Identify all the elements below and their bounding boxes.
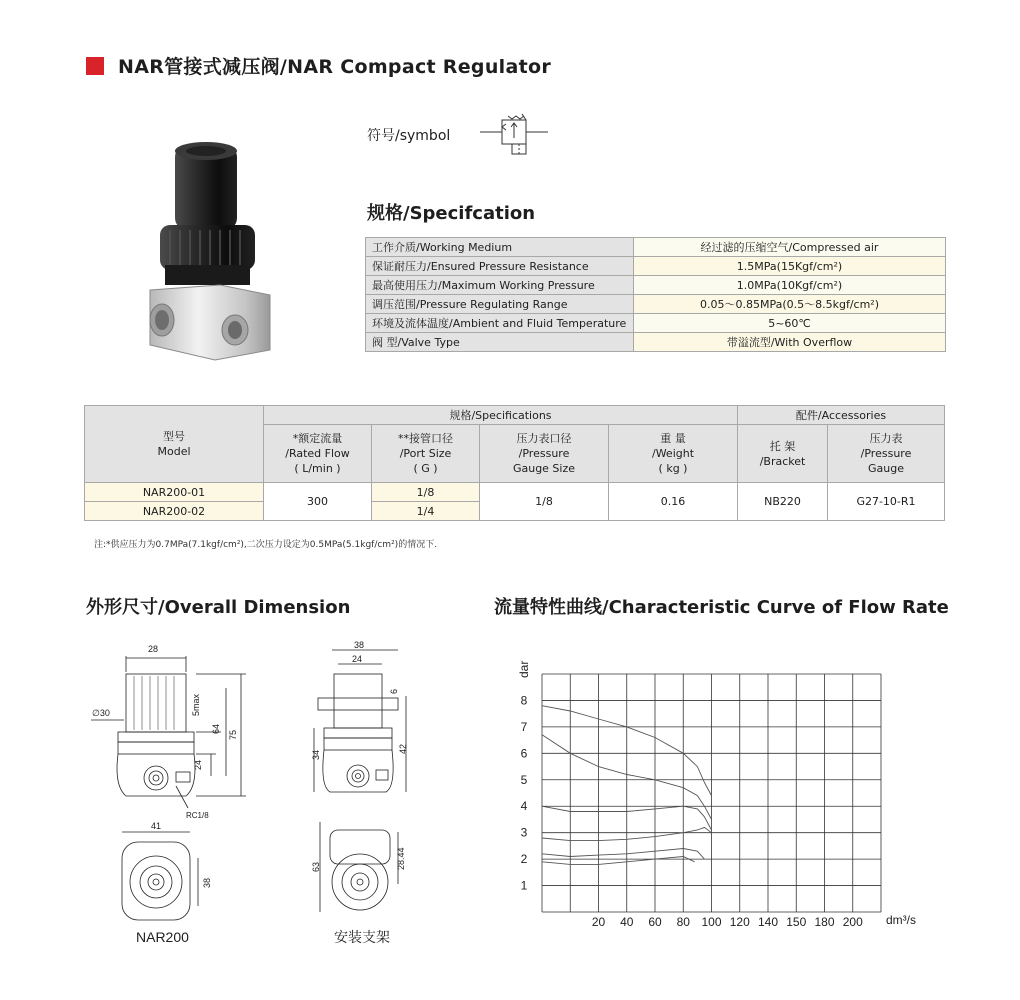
flow-rate-chart — [496, 644, 936, 934]
dim-label-28-44: 28.44 — [396, 847, 406, 870]
model-header-en: Model — [157, 445, 191, 458]
spec-key: 环境及流体温度/Ambient and Fluid Temperature — [366, 314, 634, 333]
x-tick-label: 150 — [786, 915, 807, 929]
y-tick-label: 6 — [520, 746, 528, 761]
dim-label-64: 64 — [211, 723, 221, 734]
spec-value: 1.0MPa(10Kgf/cm²) — [634, 276, 946, 295]
header-line: *额定流量 — [292, 432, 343, 445]
accessories-group-header: 配件/Accessories — [738, 406, 945, 425]
header-line: /Pressure — [860, 447, 912, 460]
header-line: Gauge Size — [512, 462, 576, 475]
dim-label-6: 6 — [389, 688, 399, 694]
x-tick-label: 120 — [729, 915, 750, 929]
symbol-label: 符号/symbol — [367, 128, 451, 144]
header-line: 托 架 — [769, 439, 796, 453]
spec-value: 带溢流型/With Overflow — [634, 333, 946, 352]
header-line: 重 量 — [660, 432, 686, 445]
specification-title: 规格/Specifcation — [367, 203, 536, 224]
header-line: /Port Size — [399, 447, 452, 460]
spec-key: 保证耐压力/Ensured Pressure Resistance — [366, 257, 634, 276]
y-tick-label: 3 — [520, 825, 528, 840]
regulator-product-photo — [120, 135, 280, 365]
header-line: 压力表 — [869, 432, 903, 445]
spec-value: 经过滤的压缩空气/Compressed air — [634, 238, 946, 257]
bottom-view-drawing — [122, 832, 198, 920]
curve-title: 流量特性曲线/Characteristic Curve of Flow Rate — [494, 597, 949, 618]
header-line: /Rated Flow — [285, 447, 350, 460]
dimension-title: 外形尺寸/Overall Dimension — [86, 597, 351, 618]
dim-label-rc: RC1/8 — [186, 811, 209, 820]
caption-bracket: 安装支架 — [334, 929, 390, 945]
x-tick-label: 40 — [620, 915, 634, 929]
header-line: 压力表口径 — [516, 432, 572, 445]
gauge-size-cell: 1/8 — [480, 483, 609, 521]
y-tick-label: 1 — [520, 878, 528, 893]
dim-label-63: 63 — [311, 861, 321, 872]
x-tick-label: 200 — [842, 915, 863, 929]
dim-label-24: 24 — [193, 759, 203, 770]
table-row — [366, 257, 946, 276]
gauge-size-header — [480, 425, 609, 483]
x-tick-label: 180 — [814, 915, 835, 929]
y-tick-label: 7 — [520, 719, 528, 734]
header-line: Gauge — [868, 462, 904, 475]
spec-value: 5~60℃ — [634, 314, 946, 333]
pressure-gauge-cell: G27-10-R1 — [828, 483, 945, 521]
table-row — [366, 333, 946, 352]
dim-label-28: 28 — [148, 644, 159, 654]
specifications-group-header: 规格/Specifications — [264, 406, 738, 425]
table-row — [366, 295, 946, 314]
header-line: /Weight — [651, 447, 695, 460]
dim-label-34: 34 — [311, 749, 321, 760]
y-tick-label: 4 — [520, 799, 528, 814]
table-row — [366, 238, 946, 257]
bracket-header — [738, 425, 828, 483]
y-tick-label: 5 — [520, 772, 528, 787]
pressure-gauge-header — [828, 425, 945, 483]
dimension-drawing — [86, 636, 416, 952]
spec-key: 最高使用压力/Maximum Working Pressure — [366, 276, 634, 295]
front-view-drawing — [91, 656, 246, 808]
model-header-cn: 型号 — [163, 430, 185, 443]
model-cell: NAR200-01 — [85, 483, 264, 502]
red-square-icon — [86, 57, 104, 75]
header-line: ( kg ) — [658, 462, 688, 475]
dim-label-24-bracket: 24 — [352, 654, 363, 664]
chart-grid — [542, 674, 881, 912]
spec-key: 工作介质/Working Medium — [366, 238, 634, 257]
dim-label-38: 38 — [202, 877, 212, 888]
chart-series-line-5 — [542, 849, 704, 860]
weight-header — [609, 425, 738, 483]
dim-label-42: 42 — [398, 743, 408, 754]
chart-series-line-6 — [542, 857, 695, 865]
model-cell: NAR200-02 — [85, 502, 264, 521]
symbol-row — [367, 112, 562, 158]
chart-labels — [517, 661, 916, 929]
spec-value: 1.5MPa(15Kgf/cm²) — [634, 257, 946, 276]
rated-flow-cell: 300 — [264, 483, 372, 521]
header-line: /Bracket — [759, 454, 806, 468]
footnote: 注:*供应压力为0.7MPa(7.1kgf/cm²),二次压力设定为0.5MPa(5.1kgf/cm²)的情况下. — [94, 540, 438, 550]
header-line: **接管口径 — [398, 432, 453, 445]
port-size-cell: 1/8 — [372, 483, 480, 502]
dim-label-38-bracket: 38 — [354, 640, 365, 650]
dim-label-41: 41 — [151, 821, 162, 831]
y-axis-label: dar — [517, 660, 531, 678]
specification-table — [365, 237, 946, 352]
table-row — [366, 276, 946, 295]
regulator-symbol-icon — [472, 112, 562, 158]
model-header — [85, 406, 264, 483]
header-line: ( G ) — [413, 462, 438, 475]
header-line: ( L/min ) — [294, 462, 341, 475]
x-axis-label: dm³/s — [886, 913, 916, 927]
bracket-front-view-drawing — [314, 650, 406, 792]
model-table — [84, 405, 945, 521]
table-row — [85, 483, 945, 502]
dim-label-75: 75 — [228, 729, 238, 740]
y-tick-label: 8 — [520, 693, 528, 708]
x-tick-label: 100 — [701, 915, 722, 929]
dim-label-5max: 5max — [191, 693, 201, 716]
table-row — [366, 314, 946, 333]
rated-flow-header — [264, 425, 372, 483]
x-tick-label: 20 — [591, 915, 606, 929]
spec-key: 调压范围/Pressure Regulating Range — [366, 295, 634, 314]
x-tick-label: 140 — [757, 915, 779, 929]
header-line: /Pressure — [518, 447, 570, 460]
page-title: NAR管接式减压阀/NAR Compact Regulator — [118, 56, 551, 78]
page-header — [86, 52, 551, 79]
spec-key: 阀 型/Valve Type — [366, 333, 634, 352]
port-size-cell: 1/4 — [372, 502, 480, 521]
x-tick-label: 80 — [676, 915, 690, 929]
dim-label-d30: ∅30 — [92, 708, 110, 718]
weight-cell: 0.16 — [609, 483, 738, 521]
bracket-cell: NB220 — [738, 483, 828, 521]
y-tick-label: 2 — [520, 852, 528, 867]
caption-nar200: NAR200 — [136, 929, 189, 945]
bracket-bottom-view-drawing — [320, 822, 398, 912]
port-size-header — [372, 425, 480, 483]
spec-value: 0.05～0.85MPa(0.5～8.5kgf/cm²) — [634, 295, 946, 314]
x-tick-label: 60 — [648, 915, 662, 929]
